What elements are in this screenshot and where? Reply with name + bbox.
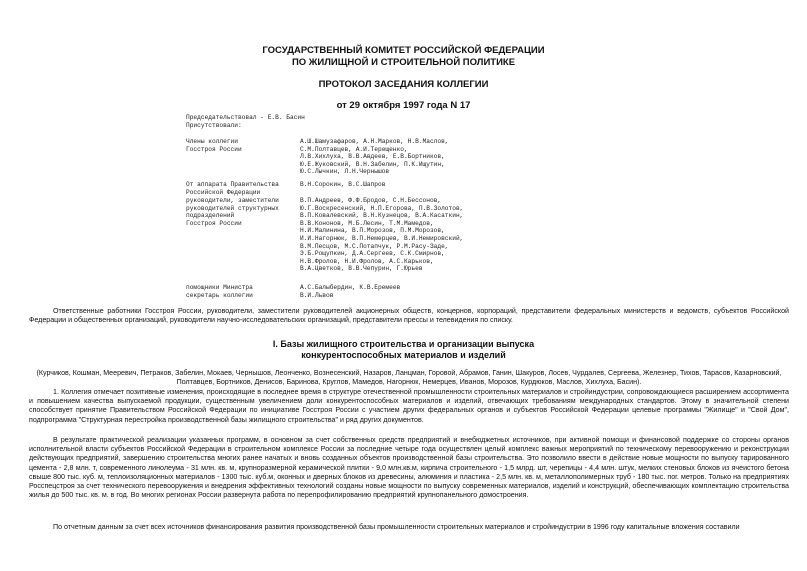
- attendance-group-names: А.С.Балыбердин, К.В.Еремеев В.И.Львов: [300, 284, 401, 299]
- speakers-list: (Курчиков, Кошман, Мееревич, Петраков, Забелин, Мокаев, Чернышов, Леонченко, Вознесенский, Назаров, Ланцман, Горовой, Абрамов, Ганин, Шакуров, Лосев, Чурдалев, Сергеева, Железнер, Тихов, Тарасов, Казарновский, Полтавцев, Бортников, Денисов, Баринова, Круглов, Мамедов, Нагорнюк, Немерцев, Иванов, Морозов, Курдюков, Маслов, Хихлуха, Басин).: [36, 369, 782, 387]
- attendance-group-names: А.Ш.Шамузафаров, А.Н.Марков, Н.В.Маслов, С.М.Полтавцев, А.И.Терещенко, Л.В.Хихлуха, В.В.Авдеев, Е.В.Бортников, Ю.Е.Жуковский, В.Н.Забелин, П.К.Ищутин, Ю.С.Лычкин, Л.Н.Чернышов: [300, 138, 449, 176]
- section-title-line1: I. Базы жилищного строительства и организации выпуска: [272, 339, 535, 349]
- attendance-group-label: руководители, заместители руководителей структурных подразделений Госстроя России: [186, 197, 279, 227]
- paragraph-1: 1. Коллегия отмечает позитивные изменения, происходящие в последнее время в структуре отечественной промышленности строительных материалов и стройиндустрии, сопровождающиеся расширением ассортимента и повышением качества выпускаемой продукции, существенным увеличением доли конкурентоспособных материалов и изделий, отвечающих требованиям международных стандартов. Этому в значительной степени способствует принятие Правительством Российской Федерации по инициативе Госстроя России с участием других федеральных органов и субъектов Российской Федерации целевые программы "Жилище" и "Свой Дом", подпрограмма "Структурная перестройка производственной базы жилищного строительства" и ряд других документов.: [29, 388, 789, 424]
- paragraph-3: По отчетным данным за счет всех источников финансирования развития производственной базы промышленности строительных материалов и стройиндустрии в 1996 году капитальные вложения составили: [53, 523, 740, 531]
- org-name-line1: ГОСУДАРСТВЕННЫЙ КОМИТЕТ РОССИЙСКОЙ ФЕДЕРАЦИИ: [262, 45, 545, 56]
- document-title: ПРОТОКОЛ ЗАСЕДАНИЯ КОЛЛЕГИИ: [318, 79, 489, 90]
- attendance-group-label: помощники Министра секретарь коллегии: [186, 284, 253, 299]
- attendance-group-label: От аппарата Правительства Российской Федерации: [186, 181, 279, 196]
- chairperson-line: Председательствовал - Е.В. Басин: [186, 114, 305, 121]
- present-label: Присутствовали:: [186, 122, 242, 129]
- section-title-line2: конкурентоспособных материалов и изделий: [301, 350, 506, 360]
- intro-paragraph: Ответственные работники Госстроя России, руководители, заместители руководителей акционерных обществ, концернов, корпораций, представители федеральных министерств и ведомств, субъектов Российской Федерации и общественных организаций, руководители научно-исследовательских организаций, представители прессы и телевидения по списку.: [29, 307, 789, 325]
- attendance-group-label: Члены коллегии Госстроя России: [186, 138, 242, 153]
- document-date: от 29 октября 1997 года N 17: [336, 100, 471, 111]
- attendance-group-names: В.П.Андреев, Ф.Ф.Бродов, С.Н.Бессонов, Ю.Г.Воскресенский, Н.П.Егорова, П.В.Золотов, В.П.Ковалевский, В.Н.Кузнецов, В.А.Касаткин, В.В.Кононов, М.Б.Лесин, Т.М.Мамедов, Н.И.Малинина, В.П.Морозов, П.М.Морозов, И.И.Нагорнюк, В.П.Немерцев, В.И.Немировский, В.М.Песцов, М.С.Потапчук, Р.М.Расу-Заде, Э.Б.Рощупкин, Д.А.Сергеев, С.К.Смирнов, Н.В.Фролов, Н.И.Фролов, А.С.Карьков, В.А.Цветков, В.В.Чепурин, Г.Юрьев: [300, 197, 464, 273]
- attendance-group-names: В.Н.Сорокин, В.С.Шапров: [300, 181, 386, 188]
- org-name-line2: ПО ЖИЛИЩНОЙ И СТРОИТЕЛЬНОЙ ПОЛИТИКЕ: [291, 57, 516, 68]
- paragraph-2: В результате практической реализации указанных программ, в основном за счет собственных средств предприятий и внебюджетных источников, при активной помощи и финансовой поддержке со стороны органов исполнительной власти субъектов Российской Федерации в строительном комплексе России за последние четыре года осуществлен целый комплекс важных мероприятий по техническому перевооружению и реконструкции действующих предприятий, завершению строительства многих ранее начатых и вновь созданных объектов производственной базы строительства. Это позволило ввести в действие новые мощности по выпуску тарированного цемента - 2,8 млн. т, современного линолеума - 31 млн. кв. м, крупноразмерной керамической плитки - 9,0 млн.кв.м, кирпича строительного - 1,5 млрд. шт, черепицы - 4,4 млн. штук, мелких стеновых блоков из ячеистого бетона свыше 800 тыс. куб. м, теплоизоляционных материалов - 1300 тыс. куб.м, оконных и дверных блоков из древесины, алюминия и пластика - 2,5 млн. кв. м, металлополимерных труб - 180 тыс. пог. метров. Только на предприятиях Росспецстроя за счет технического перевооружения и внедрения эффективных технологий созданы новые мощности по выпуску современных материалов, изделий и конструкций, обеспечивающих комплектацию строительства жилья до 500 тыс. кв. м. в год. Во многих регионах России развернута работа по перепрофилированию предприятий крупнопанельного домостроения.: [29, 436, 789, 500]
